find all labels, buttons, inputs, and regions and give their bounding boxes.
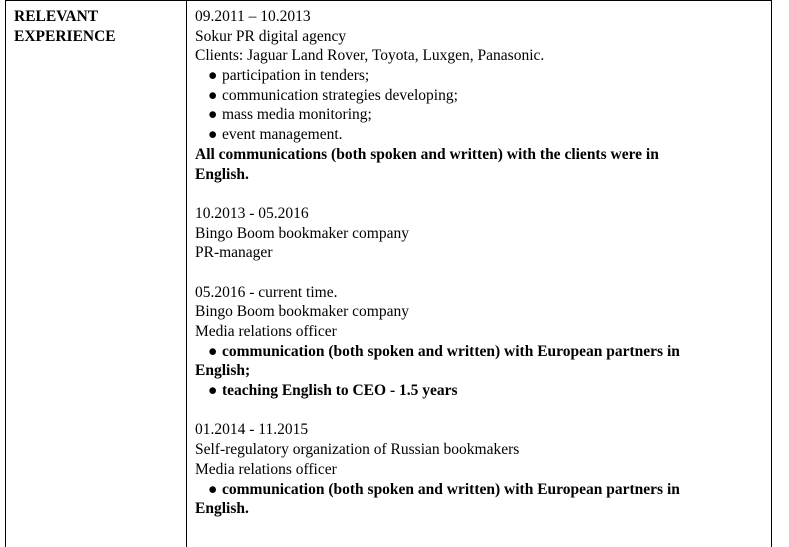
bullet-icon: ● — [208, 480, 218, 498]
section-label — [14, 7, 182, 47]
duty-item: ● event management. — [208, 126, 343, 144]
experience-table — [5, 0, 772, 547]
job-entry-bingo-boom-pr — [195, 204, 765, 263]
job-period: 09.2011 – 10.2013 — [195, 8, 311, 25]
bullet-icon: ● — [208, 86, 218, 104]
job-company: Bingo Boom bookmaker company — [195, 224, 409, 242]
duty-item: ● mass media monitoring; — [208, 106, 372, 124]
section-label-line2: EXPERIENCE — [14, 28, 116, 45]
bullet-icon: ● — [208, 126, 218, 144]
duty-item: ● participation in tenders; — [208, 67, 370, 85]
job-entry-bingo-boom-media — [195, 283, 765, 401]
job-role: PR-manager — [195, 244, 273, 262]
duty-item: ● communication (both spoken and written) with European partners in — [208, 342, 680, 360]
job-note-line1: All communications (both spoken and written) with the clients were in — [195, 145, 659, 163]
column-divider — [186, 1, 187, 547]
bullet-icon: ● — [208, 67, 218, 85]
job-role: Media relations officer — [195, 460, 337, 478]
bullet-icon: ● — [208, 342, 218, 360]
job-period: 05.2016 - current time. — [195, 283, 338, 301]
job-clients: Clients: Jaguar Land Rover, Toyota, Luxgen, Panasonic. — [195, 47, 545, 65]
spacer — [195, 184, 765, 204]
job-period: 01.2014 - 11.2015 — [195, 421, 309, 439]
spacer — [195, 263, 765, 283]
job-period: 10.2013 - 05.2016 — [195, 204, 309, 222]
duty-item: ● teaching English to CEO - 1.5 years — [208, 382, 458, 400]
spacer — [195, 401, 765, 421]
experience-content — [195, 7, 765, 519]
job-company: Bingo Boom bookmaker company — [195, 303, 409, 321]
duty-item: ● communication (both spoken and written) with European partners in — [208, 480, 680, 498]
duty-item-continuation: English. — [195, 500, 249, 518]
bullet-icon: ● — [208, 106, 218, 124]
job-company: Self-regulatory organization of Russian bookmakers — [195, 441, 520, 459]
job-entry-sokur — [195, 7, 765, 184]
bullet-icon: ● — [208, 382, 218, 400]
job-company: Sokur PR digital agency — [195, 27, 347, 45]
job-note-line2: English. — [195, 165, 249, 183]
job-entry-self-regulatory-org — [195, 420, 765, 518]
job-role: Media relations officer — [195, 323, 337, 340]
section-label-line1: RELEVANT — [14, 8, 99, 25]
duty-item-continuation: English; — [195, 362, 251, 380]
duty-item: ● communication strategies developing; — [208, 86, 458, 104]
